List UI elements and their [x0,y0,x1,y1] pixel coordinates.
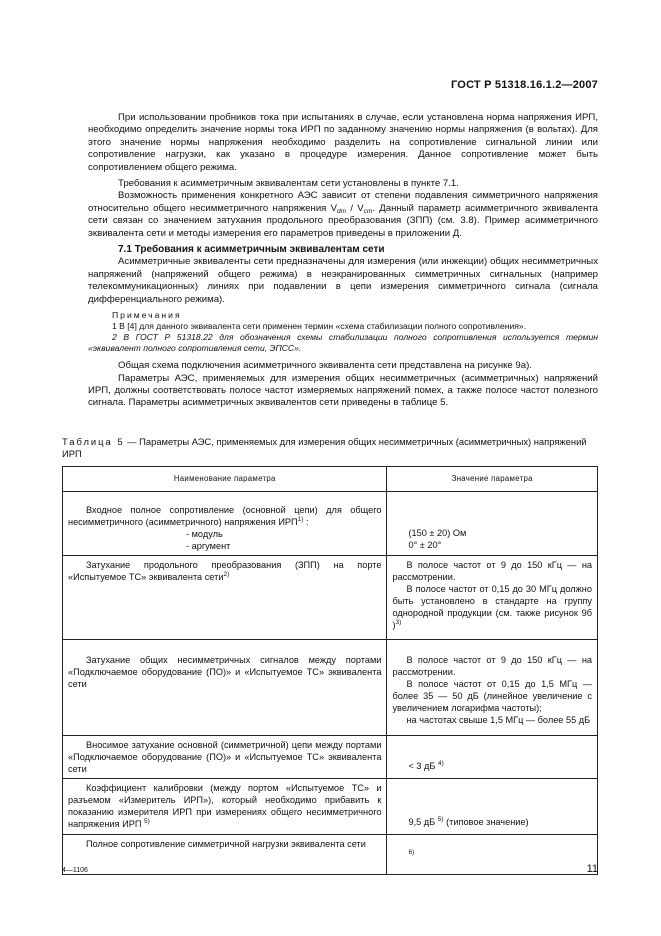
table-row [63,556,598,640]
after-notes-paragraph-1: Общая схема подключения асимметричного эквивалента сети представлена на рисунке 9а). [118,360,532,372]
intro-paragraph-3: Возможность применения конкретного АЭС зависит от степени подавления симметричного напряжения относительно общего несимметричного напряжения $V_{dm} / V_{cm}$. Данный параметр асимметричного эквивалента сети связан со значением затухания продольного преобразования (ЗПП) (см. 3.8). Пример асимметричного эквивалента сети и методы измерения его параметров приведены в приложении Д. [88,190,598,239]
table-header-row [63,467,598,492]
value-cell [387,640,598,736]
sub-item-argument: - аргумент [186,541,231,551]
intro-paragraph-2: Требования к асимметричным эквивалентам сети установлены в пункте 7.1. [118,178,459,190]
value-line: В полосе частот от 0,15 до 1,5 МГц — более 35 — 50 дБ (линейное увеличение с увеличением логарифма частоты); [392,679,592,713]
value-line: на частотах свыше 1,5 МГц — более 55 дБ [406,715,591,725]
section-heading: 7.1 Требования к асимметричным эквивалентам сети [118,244,385,256]
value-line: 6) [408,848,415,856]
notes-heading: Примечания [112,310,182,321]
param-cell: Затухание продольного преобразования (ЗПП) на порте «Испытуемое ТС» эквивалента сети$^{2)}$ [63,556,387,640]
table-row [63,736,598,779]
param-cell: Затухание общих несимметричных сигналов между портами «Подключаемое оборудование (ПО)» и «Испытуемое ТС» эквивалента сети [63,640,387,736]
after-notes-paragraph-2: Параметры АЭС, применяемых для измерения общих несимметричных (асимметричных) напряжений ИРП, должны соответствовать полосе частот измеряемых напряжений помех, а также полосе частот полезного сигнала. Параметры асимметричных эквивалентов сети приведены в таблице 5. [88,372,598,409]
value-line: < 3 дБ $^{4)}$ [408,760,444,771]
table-caption-label: Таблица 5 [62,436,125,447]
note-1: 1 В [4] для данного эквивалента сети применен термин «схема стабилизации полного сопротивления». [112,321,527,332]
notes-block [88,310,598,354]
value-cell [387,779,598,835]
header-parameter-value: Значение параметра [387,467,598,492]
body-text [88,112,598,414]
value-cell [387,556,598,640]
table-row [63,492,598,556]
table-row [63,835,598,875]
parameters-table [62,466,598,875]
param-cell: Коэффициент калибровки (между портом «Испытуемое ТС» и разъемом «Измеритель ИРП»), который необходимо прибавить к показанию измерителя ИРП при измерениях общего несимметричного напряжения ИРП $^{5)}$ [63,779,387,835]
table-caption-text: — Параметры АЭС, применяемых для измерения общих несимметричных (асимметричных) напряжений ИРП [62,436,587,459]
value-line: (150 ± 20) Ом [408,528,467,538]
intro-paragraph-1: При использовании пробников тока при испытаниях в случае, если установлена норма напряжения ИРП, необходимо определить значение нормы тока ИРП по заданному значению нормы напряжения (в вольтах). Для этого значение нормы напряжения необходимо разделить на сопротивление сигнальной линии или сопротивление нагрузки, как указано в процедуре измерения. Данное сопротивление может быть сопротивлением общего режима. [88,112,598,173]
footer-print-code: 4—1106 [62,867,88,874]
table-row [63,640,598,736]
note-2: 2 В ГОСТ Р 51318.22 для обозначения схемы стабилизации полного сопротивления используется термин «эквивалент полного сопротивления сети, ЭПСС». [88,332,598,354]
param-cell: Вносимое затухание основной (симметричной) цепи между портами «Подключаемое оборудование (ПО)» и «Испытуемое ТС» эквивалента сети [63,736,387,779]
sub-item-modulus: - модуль [186,529,223,539]
header-parameter-name: Наименование параметра [63,467,387,492]
param-cell: Полное сопротивление симметричной нагрузки эквивалента сети [63,835,387,875]
table-caption [62,436,598,460]
param-cell: Входное полное сопротивление (основной цепи) для общего несимметричного (асимметричного) напряжения ИРП$^{1)}$ : - модуль - аргумент [63,492,387,556]
page-number: 11 [586,863,598,875]
value-line: В полосе частот от 9 до 150 кГц — на рассмотрении. [392,560,592,582]
value-cell [387,835,598,875]
value-line: В полосе частот от 9 до 150 кГц — на рассмотрении. [392,655,592,677]
value-cell [387,736,598,779]
value-line: В полосе частот от 0,15 до 30 МГц должно быть установлено в стандарте на группу однородной продукции (см. также рисунок 9б )$^{3)}$ [392,584,592,630]
section-paragraph-1: Асимметричные эквиваленты сети предназначены для измерения (или инжекции) общих несимметричных напряжений (напряжений общего режима) в неэкранированных симметричных сигнальных (например телекоммуникационных) линиях при подавлении в цепи измерения симметричного сигнала (сигнала дифференциального режима). [88,256,598,305]
value-line: 0° ± 20° [408,540,442,550]
value-cell [387,492,598,556]
document-header-id: ГОСТ Р 51318.16.1.2—2007 [451,79,598,91]
table-row [63,779,598,835]
value-line: 9,5 дБ $^{5)}$ (типовое значение) [408,816,529,827]
